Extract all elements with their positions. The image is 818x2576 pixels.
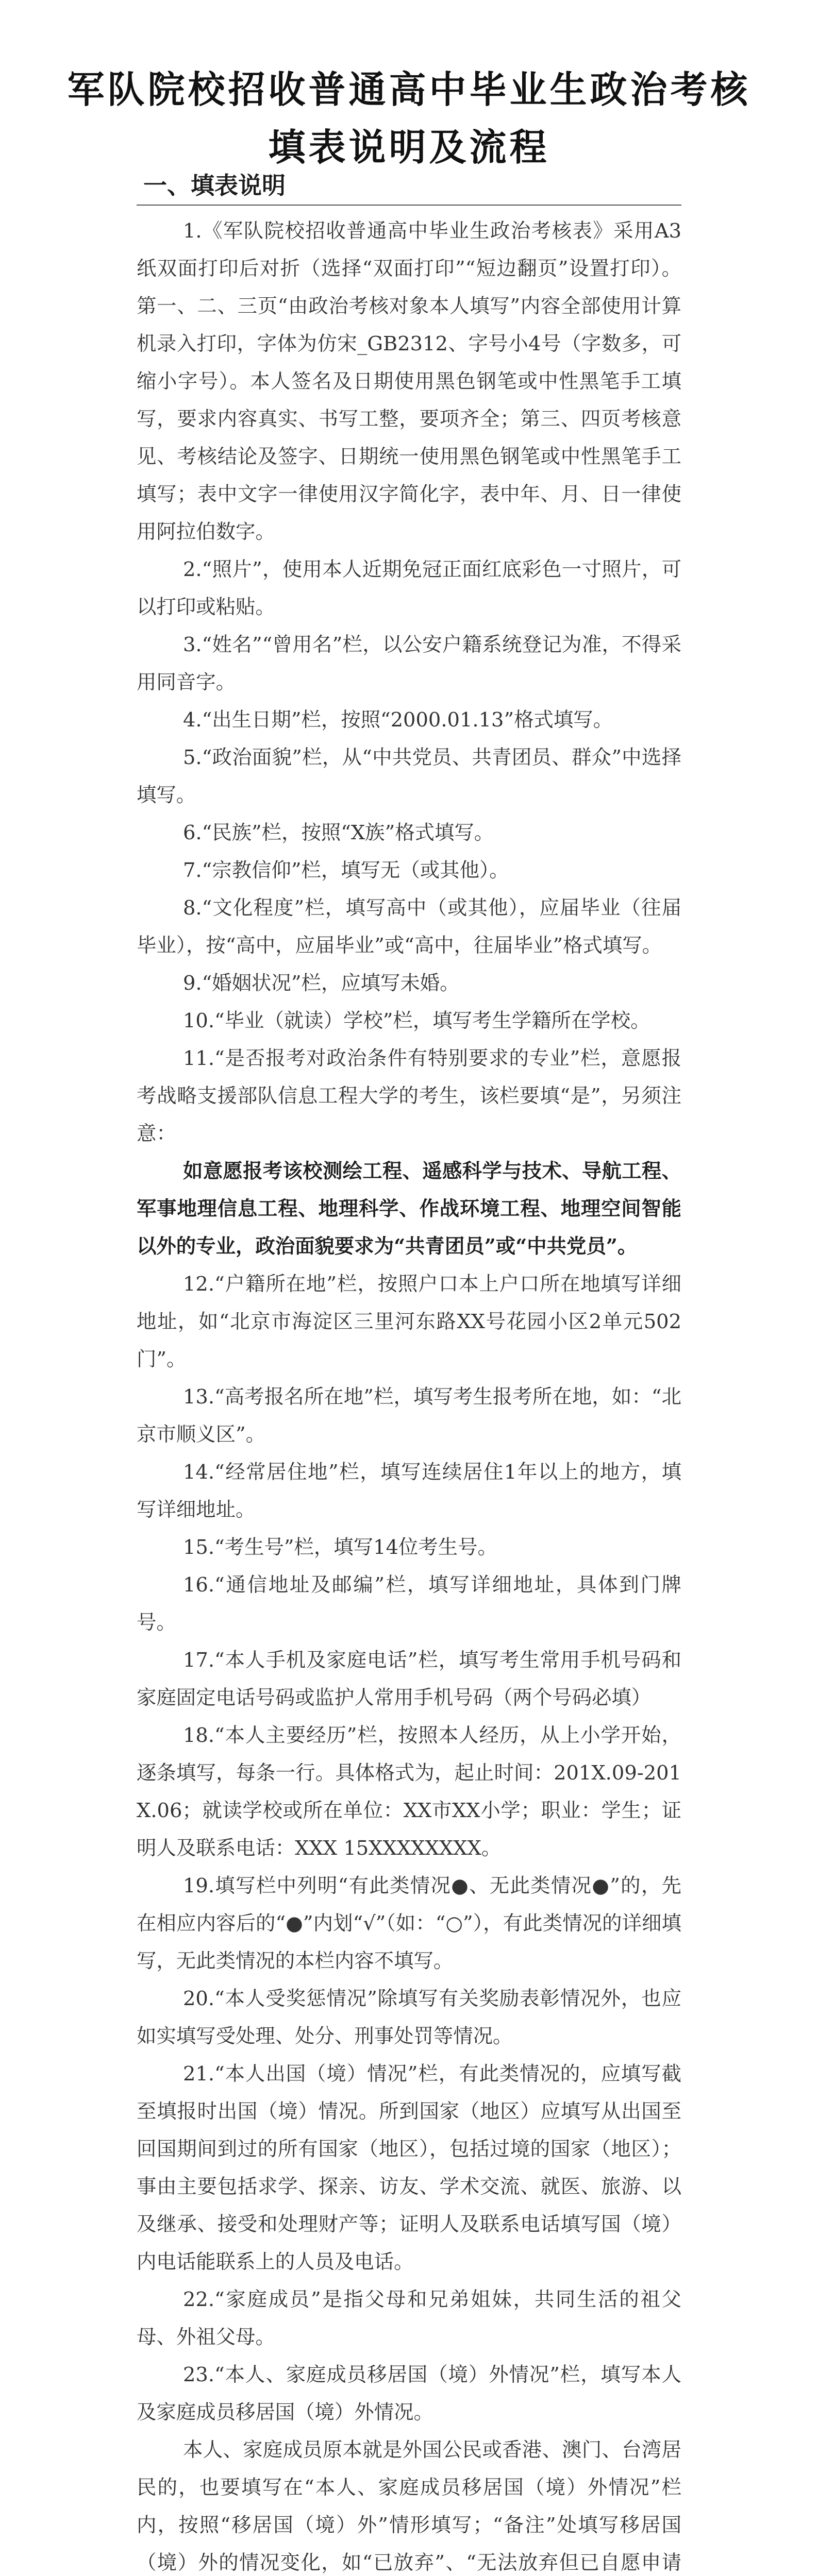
paragraph: 8.“文化程度”栏，填写高中（或其他），应届毕业（往届毕业），按“高中，应届毕业”或“高中，往届毕业”格式填写。 <box>137 896 681 957</box>
paragraph-emphasis: 如意愿报考该校测绘工程、遥感科学与技术、导航工程、军事地理信息工程、地理科学、作战环境工程、地理空间智能以外的专业，政治面貌要求为“共青团员”或“中共党员”。 <box>137 1160 681 1258</box>
title-line-2: 填表说明及流程 <box>268 125 550 169</box>
paragraph: 23.“本人、家庭成员移居国（境）外情况”栏，填写本人及家庭成员移居国（境）外情况。 <box>137 2363 681 2424</box>
paragraph: 16.“通信地址及邮编”栏，填写详细地址，具体到门牌号。 <box>137 1573 681 1634</box>
paragraph: 10.“毕业（就读）学校”栏，填写考生学籍所在学校。 <box>183 1009 650 1032</box>
paragraph: 5.“政治面貌”栏，从“中共党员、共青团员、群众”中选择填写。 <box>137 746 681 807</box>
paragraph: 本人、家庭成员原本就是外国公民或香港、澳门、台湾居民的，也要填写在“本人、家庭成员移居国（境）外情况”栏内，按照“移居国（境）外”情形填写；“备注”处填写移居国（境）外的情况变化，如“已放弃”、“无法放弃但已自愿申请 <box>137 2438 681 2574</box>
paragraph: 18.“本人主要经历”栏，按照本人经历，从上小学开始，逐条填写，每条一行。具体格式为，起止时间：201X.09-201X.06；就读学校或所在单位：XX市XX小学；职业：学生；证明人及联系电话：XXX 15XXXXXXXX。 <box>137 1724 681 1860</box>
paragraph: 13.“高考报名所在地”栏，填写考生报考所在地，如：“北京市顺义区”。 <box>137 1385 681 1446</box>
paragraph: 6.“民族”栏，按照“X族”格式填写。 <box>183 821 494 844</box>
paragraph: 17.“本人手机及家庭电话”栏，填写考生常用手机号码和家庭固定电话号码或监护人常用手机号码（两个号码必填） <box>137 1649 681 1709</box>
paragraph: 3.“姓名”“曾用名”栏，以公安户籍系统登记为准，不得采用同音字。 <box>137 633 681 694</box>
paragraph: 4.“出生日期”栏，按照“2000.01.13”格式填写。 <box>183 708 613 732</box>
paragraph: 9.“婚姻状况”栏，应填写未婚。 <box>183 972 460 995</box>
title-line-1: 军队院校招收普通高中毕业生政治考核 <box>67 67 751 111</box>
paragraph: 22.“家庭成员”是指父母和兄弟姐妹，共同生活的祖父母、外祖父母。 <box>137 2288 681 2349</box>
paragraph: 14.“经常居住地”栏，填写连续居住1年以上的地方，填写详细地址。 <box>137 1461 681 1521</box>
paragraph: 19.填写栏中列明“有此类情况●、无此类情况●”的，先在相应内容后的“●”内划“√”（如：“○”），有此类情况的详细填写，无此类情况的本栏内容不填写。 <box>137 1874 681 1973</box>
paragraph: 21.“本人出国（境）情况”栏，有此类情况的，应填写截至填报时出国（境）情况。所到国家（地区）应填写从出国至回国期间到过的所有国家（地区），包括过境的国家（地区）；事由主要包括求学、探亲、访友、学术交流、就医、旅游、以及继承、接受和处理财产等；证明人及联系电话填写国（境）内电话能联系上的人员及电话。 <box>137 2062 681 2274</box>
paragraph: 11.“是否报考对政治条件有特别要求的专业”栏，意愿报考战略支援部队信息工程大学的考生，该栏要填“是”，另须注意： <box>137 1047 681 1145</box>
paragraph: 7.“宗教信仰”栏，填写无（或其他）。 <box>183 859 509 882</box>
paragraph: 1.《军队院校招收普通高中毕业生政治考核表》采用A3纸双面打印后对折（选择“双面打印”“短边翻页”设置打印）。第一、二、三页“由政治考核对象本人填写”内容全部使用计算机录入打印，字体为仿宋_GB2312、字号小4号（字数多，可缩小字号）。本人签名及日期使用黑色钢笔或中性黑笔手工填写，要求内容真实、书写工整，要项齐全；第三、四页考核意见、考核结论及签字、日期统一使用黑色钢笔或中性黑笔手工填写；表中文字一律使用汉字简化字，表中年、月、日一律使用阿拉伯数字。 <box>137 219 681 544</box>
paragraph: 12.“户籍所在地”栏，按照户口本上户口所在地填写详细地址，如“北京市海淀区三里河东路XX号花园小区2单元502门”。 <box>137 1273 681 1371</box>
paragraph: 20.“本人受奖惩情况”除填写有关奖励表彰情况外，也应如实填写受处理、处分、刑事处罚等情况。 <box>137 1987 681 2048</box>
paragraph: 2.“照片”，使用本人近期免冠正面红底彩色一寸照片，可以打印或粘贴。 <box>137 558 681 619</box>
paragraph: 15.“考生号”栏，填写14位考生号。 <box>183 1536 497 1559</box>
section-heading-instructions: 一、填表说明 <box>143 172 286 199</box>
